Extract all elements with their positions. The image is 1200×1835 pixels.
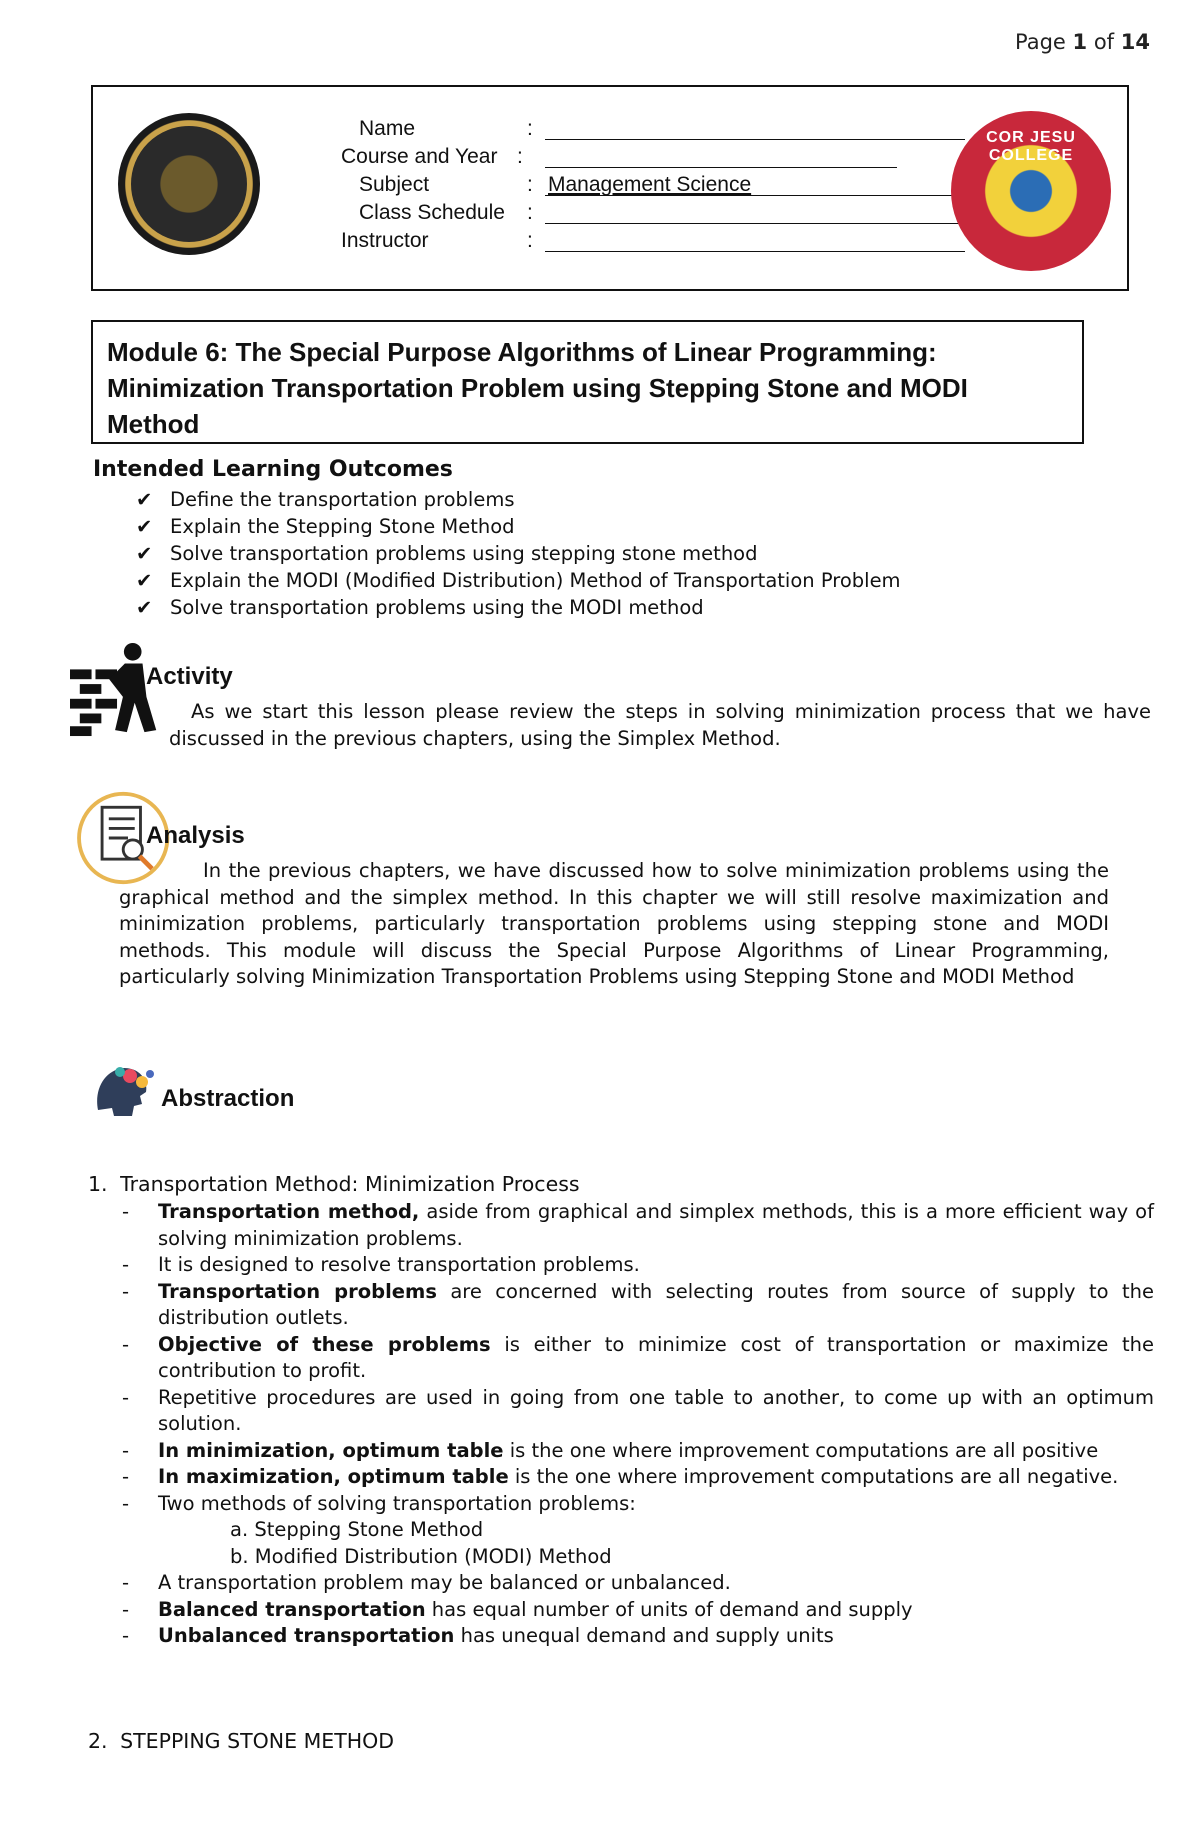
brain-gears-icon [90,1060,160,1125]
cor-jesu-college-logo-icon [951,111,1111,271]
list-item: - It is designed to resolve transportation problems. [122,1253,640,1276]
list-item: ✔ Explain the MODI (Modified Distribution) Method of Transportation Problem [136,569,901,592]
list-item: ✔ Solve transportation problems using stepping stone method [136,542,758,565]
total-pages: 14 [1120,30,1150,54]
analysis-heading: Analysis [146,822,245,849]
analysis-text: In the previous chapters, we have discussed how to solve minimization problems using the graphical method and the simplex method. In this chapter we will still resolve maximization and minimization problems, particularly transportation problems using stepping stone and MODI methods. This module will discuss the Special Purpose Algorithms of Linear Programming, particularly solving Minimization Transportation Problems using Stepping Stone and MODI Method [119,859,1109,988]
checkmark-icon: ✔ [136,542,153,565]
module-title-box [91,320,1084,444]
page-number: Page 1 of 14 [1014,30,1150,54]
student-info-box: Name : Course and Year : Subject : Management Science Class Schedule : Instructor : COR JESU COLLEGE [91,85,1129,291]
checkmark-icon: ✔ [136,515,153,538]
section-1-heading: 1. Transportation Method: Minimization Process [88,1172,580,1196]
ilo-heading: Intended Learning Outcomes [93,457,453,482]
college-seal-icon [118,113,260,255]
checkmark-icon: ✔ [136,488,153,511]
methods-sublist [158,1517,1154,1570]
list-item: - Transportation method, aside from graphical and simplex methods, this is a more efficient way of solving minimization problems. [122,1200,1154,1250]
module-title-line-1: Module 6: The Special Purpose Algorithms of Linear Programming: [107,337,937,367]
list-item: - Two methods of solving transportation problems: a. Stepping Stone Method b. Modified Distribution (MODI) Method [122,1491,1154,1571]
abstraction-heading: Abstraction [161,1085,295,1112]
module-title-line-2: Minimization Transportation Problem using Stepping Stone and MODI [107,373,968,403]
module-title-line-3: Method [107,409,200,439]
list-item: - Objective of these problems is either to minimize cost of transportation or maximize the contribution to profit. [122,1332,1154,1382]
method-item: b. Modified Distribution (MODI) Method [230,1544,612,1568]
ilo-list [136,486,901,621]
list-item: - In minimization, optimum table is the one where improvement computations are all positive [122,1438,1099,1462]
checkmark-icon: ✔ [136,596,153,619]
logo-text: COR JESU COLLEGE [986,129,1076,164]
list-item: - Balanced transportation has equal number of units of demand and supply [122,1597,913,1621]
section-2-heading: 2. STEPPING STONE METHOD [88,1729,395,1753]
list-item: ✔ Solve transportation problems using the MODI method [136,596,704,619]
activity-text: As we start this lesson please review the steps in solving minimization process that we have discussed in the previous chapters, using the Simplex Method. [169,700,1151,750]
list-item: - Repetitive procedures are used in going from one table to another, to come up with an optimum solution. [122,1385,1154,1435]
subject-value: Management Science [548,173,752,196]
checkmark-icon: ✔ [136,569,153,592]
activity-heading: Activity [146,663,233,690]
current-page: 1 [1072,30,1088,54]
transportation-notes-list [122,1199,1154,1650]
list-item: ✔ Define the transportation problems [136,488,515,511]
list-item: - In maximization, optimum table is the one where improvement computations are all negative. [122,1465,1119,1488]
list-item: - A transportation problem may be balanced or unbalanced. [122,1571,731,1594]
list-item: - Unbalanced transportation has unequal demand and supply units [122,1624,834,1647]
method-item: a. Stepping Stone Method [230,1518,484,1541]
list-item: - Transportation problems are concerned with selecting routes from source of supply to the distribution outlets. [122,1279,1154,1329]
list-item: ✔ Explain the Stepping Stone Method [136,515,515,538]
